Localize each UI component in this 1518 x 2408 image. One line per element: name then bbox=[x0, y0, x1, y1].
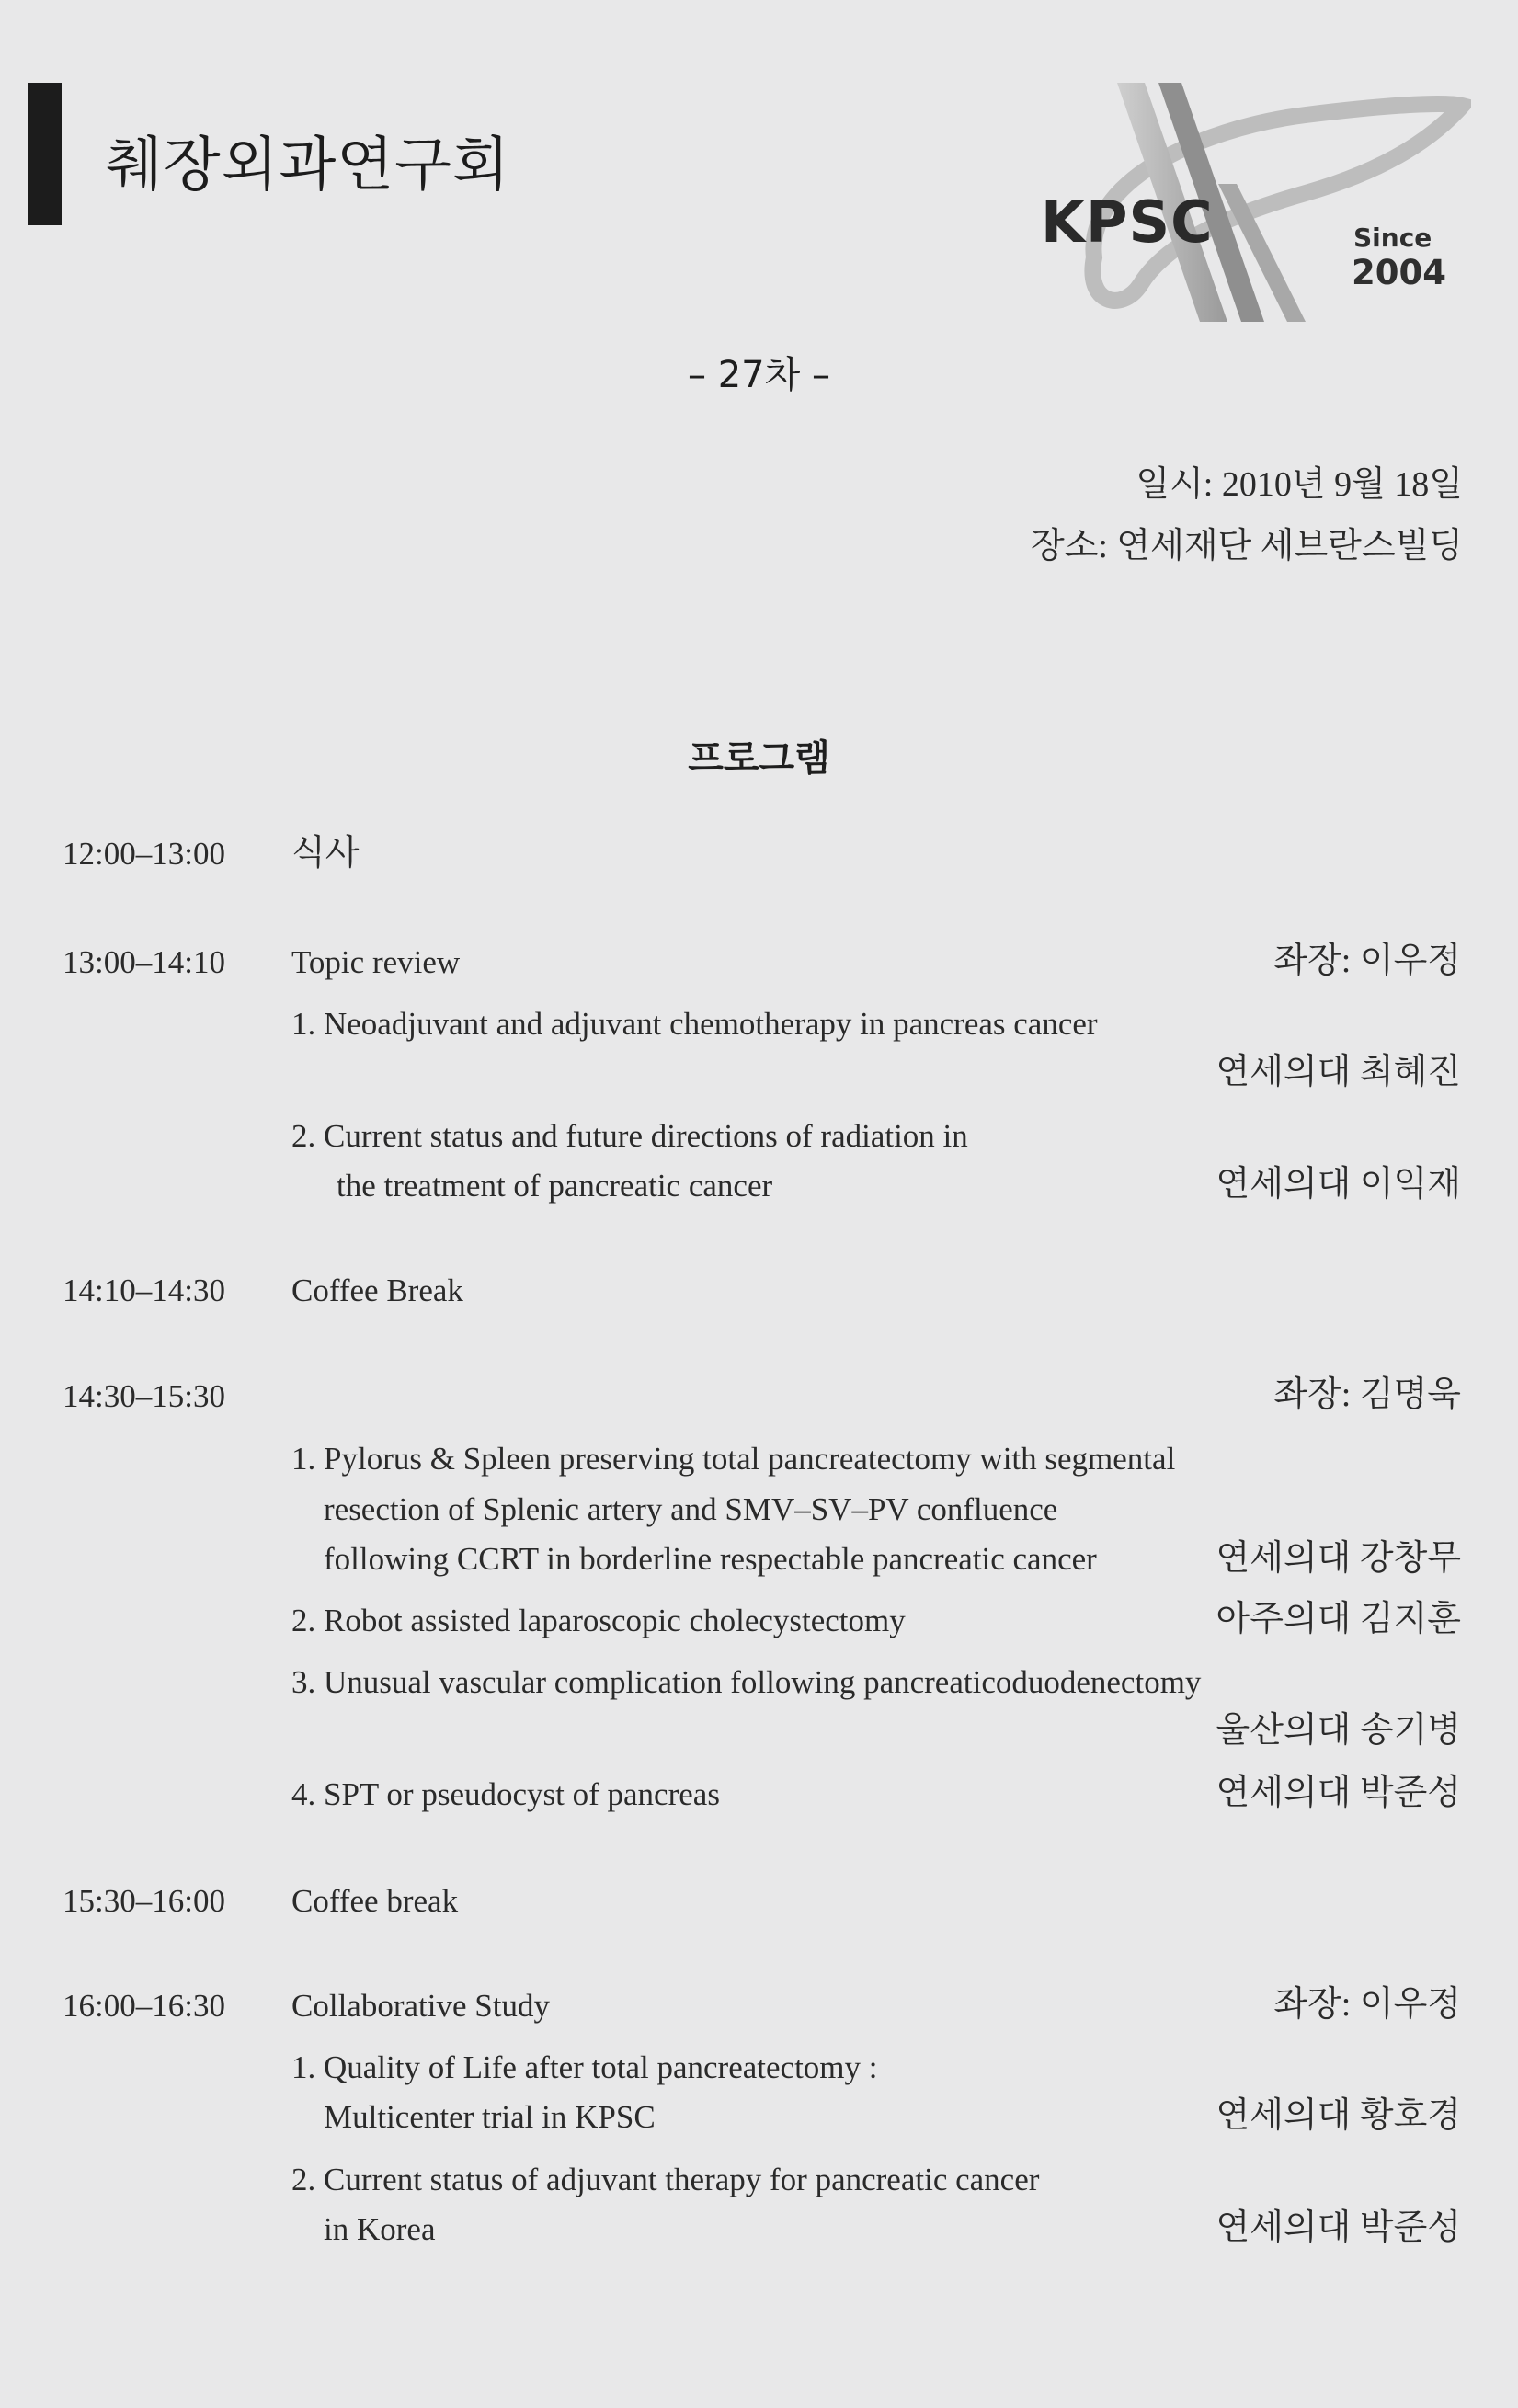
block-chair: 좌장: 김명욱 bbox=[1273, 1375, 1461, 1414]
item-speaker: 울산의대 송기병 bbox=[1216, 1711, 1461, 1750]
item-speaker: 연세의대 강창무 bbox=[1216, 1539, 1461, 1578]
item-speaker: 연세의대 최혜진 bbox=[1216, 1053, 1461, 1091]
block-chair: 좌장: 이우정 bbox=[1273, 942, 1461, 980]
program-item-continued: resection of Splenic artery and SMV–SV–PV confluence bbox=[324, 1491, 1058, 1527]
program-item: 2. Robot assisted laparoscopic cholecystectomy bbox=[291, 1603, 906, 1638]
program-item: 1. Neoadjuvant and adjuvant chemotherapy in pancreas cancer bbox=[291, 1006, 1098, 1042]
block-time: 13:00–14:10 bbox=[63, 944, 225, 980]
event-venue: 장소: 연세재단 세브란스빌딩 bbox=[1030, 527, 1463, 565]
event-date: 일시: 2010년 9월 18일 bbox=[1136, 465, 1463, 504]
program-item: 2. Current status of adjuvant therapy for pancreatic cancer bbox=[291, 2162, 1040, 2197]
item-speaker: 아주의대 김지훈 bbox=[1216, 1600, 1461, 1638]
page-title: 췌장외과연구회 bbox=[106, 131, 510, 200]
program-item: 2. Current status and future directions of radiation in bbox=[291, 1118, 968, 1154]
program-item-continued: the treatment of pancreatic cancer bbox=[337, 1168, 773, 1204]
block-time: 16:00–16:30 bbox=[63, 1988, 225, 2024]
item-speaker: 연세의대 박준성 bbox=[1216, 1774, 1461, 1812]
program-item-continued: following CCRT in borderline respectable pancreatic cancer bbox=[324, 1541, 1097, 1577]
program-item: 3. Unusual vascular complication following pancreaticoduodenectomy bbox=[291, 1664, 1202, 1700]
logo-since: Since bbox=[1353, 223, 1432, 253]
block-time: 15:30–16:00 bbox=[63, 1883, 225, 1919]
session-number: – 27차 – bbox=[688, 354, 830, 396]
block-chair: 좌장: 이우정 bbox=[1273, 1985, 1461, 2024]
block-title: Coffee Break bbox=[291, 1272, 463, 1308]
title-accent-bar bbox=[28, 83, 62, 225]
program-item: 1. Pylorus & Spleen preserving total pancreatectomy with segmental bbox=[291, 1441, 1176, 1477]
item-speaker: 연세의대 이익재 bbox=[1216, 1165, 1461, 1204]
program-heading: 프로그램 bbox=[688, 737, 830, 780]
program-item: 1. Quality of Life after total pancreatectomy : bbox=[291, 2049, 878, 2085]
logo-year: 2004 bbox=[1352, 253, 1446, 292]
block-time: 12:00–13:00 bbox=[63, 836, 225, 872]
block-title: Collaborative Study bbox=[291, 1988, 550, 2024]
block-title: 식사 bbox=[291, 834, 360, 873]
program-item-continued: in Korea bbox=[324, 2211, 436, 2247]
logo-abbreviation: KPSC bbox=[1041, 188, 1214, 256]
program-item-continued: Multicenter trial in KPSC bbox=[324, 2099, 656, 2135]
item-speaker: 연세의대 박준성 bbox=[1216, 2208, 1461, 2247]
item-speaker: 연세의대 황호경 bbox=[1216, 2096, 1461, 2135]
block-title: Coffee break bbox=[291, 1883, 459, 1919]
block-title: Topic review bbox=[291, 944, 461, 980]
block-time: 14:30–15:30 bbox=[63, 1378, 225, 1414]
program-item: 4. SPT or pseudocyst of pancreas bbox=[291, 1776, 720, 1812]
block-time: 14:10–14:30 bbox=[63, 1272, 225, 1308]
